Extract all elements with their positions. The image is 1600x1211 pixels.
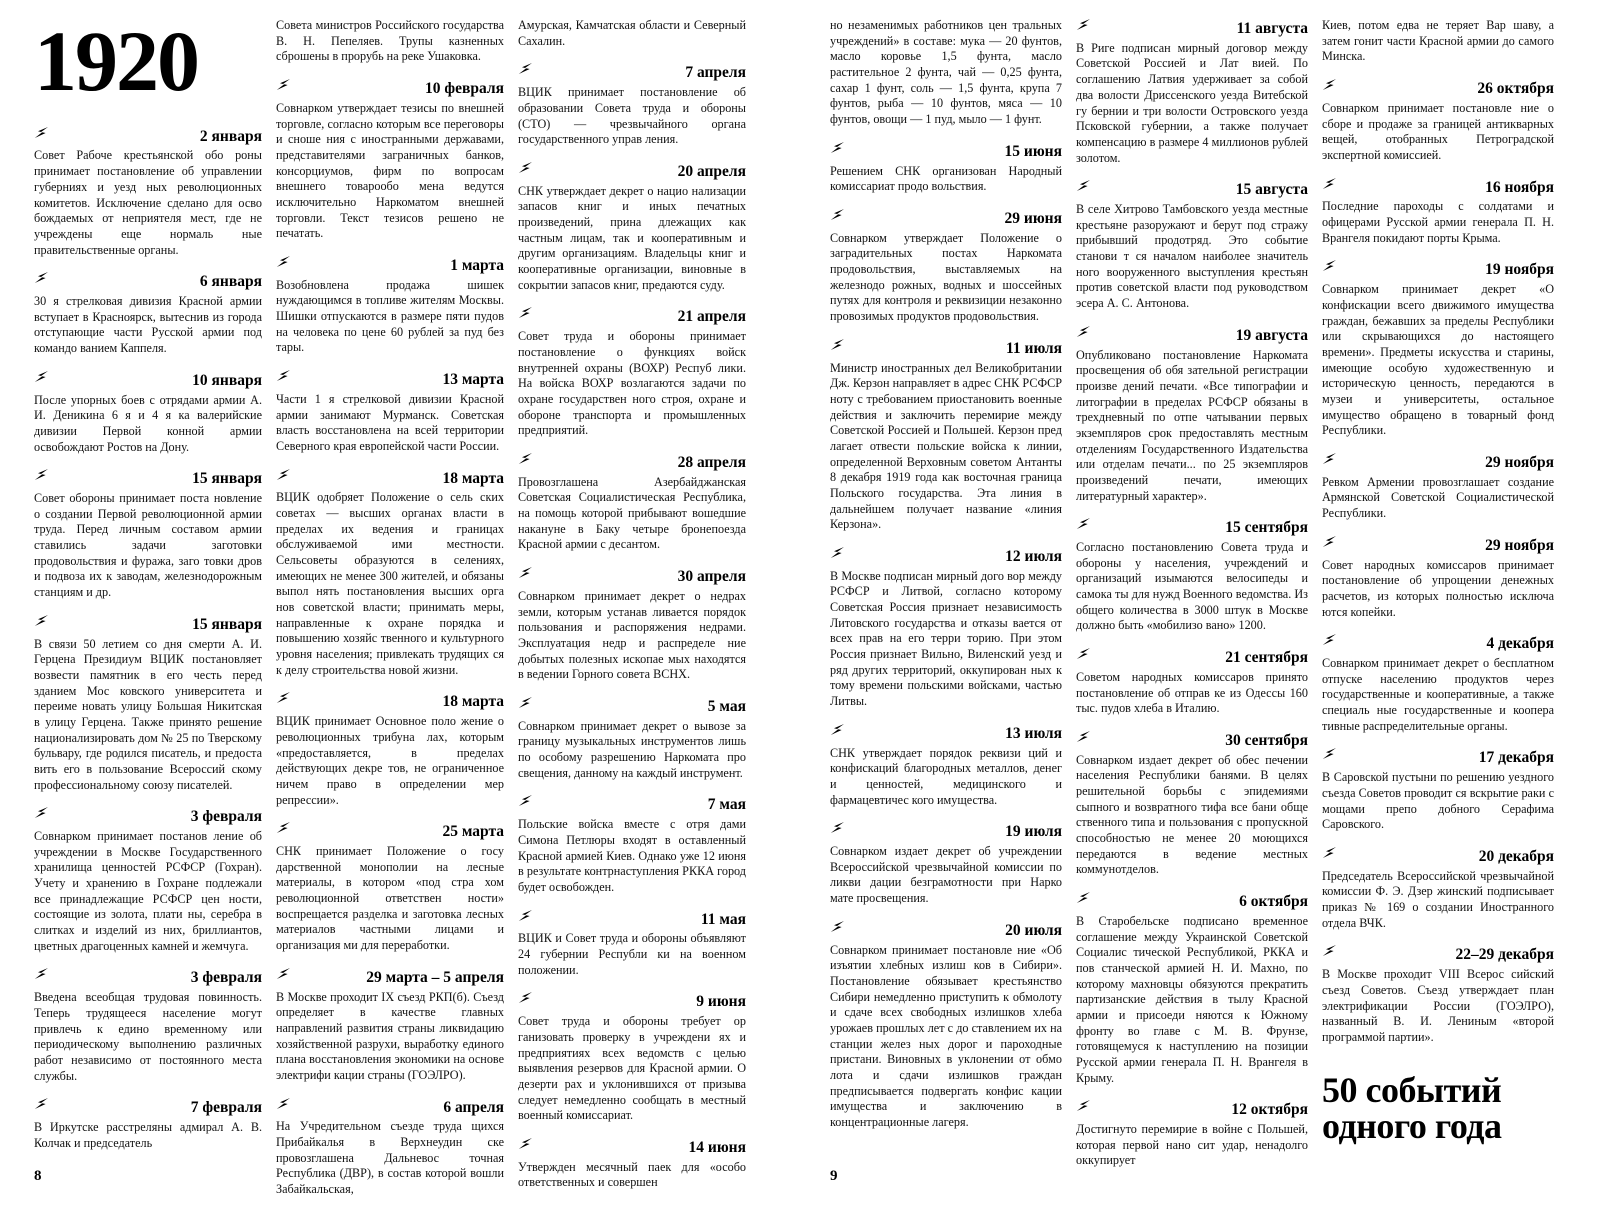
entry-date: 20 июля: [1005, 921, 1062, 939]
entry-date: 11 мая: [700, 910, 746, 928]
continuation-text-6: Киев, потом едва не теряет Вар шаву, а затем гонит части Красной армии до самого Минска.: [1322, 18, 1554, 64]
chronicle-entry: [518, 62, 746, 148]
entry-date: 15 января: [192, 470, 262, 488]
chronicle-entry: [34, 614, 262, 794]
chronicle-entry: [1076, 517, 1308, 634]
entry-date: 18 марта: [442, 693, 504, 711]
chronicle-entry: [1076, 891, 1308, 1086]
chronicle-entry: [1076, 1099, 1308, 1169]
chronicle-entry: [830, 141, 1062, 195]
chronicle-entry: [1076, 18, 1308, 166]
chronicle-entry: [34, 370, 262, 456]
chronicle-entry: [518, 452, 746, 553]
entry-date: 11 августа: [1236, 20, 1308, 37]
chronicle-entry: [830, 821, 1062, 907]
entry-text: Совнарком принимает постановле ние о сборе и продаже за границей антикварных вещей, отобранных Петроградской экспертной комиссией.: [1322, 100, 1554, 162]
entry-date: 15 июня: [1004, 142, 1062, 160]
entry-date: 15 сентября: [1225, 519, 1308, 537]
entry-date: 19 августа: [1235, 326, 1308, 344]
entry-list-3: [518, 62, 746, 1191]
entry-text: Совнарком принимает декрет «О конфискации всего движимого имущества граждан, бежавших за пределы Республики или скрывающихся до настоящего времени». Предметы искусства и старины, имеющие особую художественную и историческую ценность, передаются в музеи и университеты, остальное имущество обращено в товарный фонд Республики.: [1322, 282, 1554, 438]
column-2: [276, 18, 504, 1211]
chronicle-entry: [518, 909, 746, 979]
entry-date: 12 октября: [1231, 1101, 1308, 1119]
entry-date: 7 мая: [707, 796, 746, 814]
entry-text: В Москве проходит VIII Всерос сийский съезд Советов. Съезд утверждает план электрификации России (ГОЭЛРО), названный В. И. Лениным «второй программой партии».: [1322, 967, 1554, 1044]
page-number-left: 8: [34, 1168, 42, 1184]
entry-text: Провозглашена Азербайджанская Советская Социалистическая Республика, на помощь которой прибывают вошедшие накануне в Баку четыре бронепоезда Красной армии с десантом.: [518, 474, 746, 552]
entry-text: Советом народных комиссаров принято постановление об отправ ке из Одессы 160 тыс. пудов хлеба в Италию.: [1076, 669, 1308, 716]
chronicle-entry: [276, 369, 504, 455]
entry-text: Совнарком принимает постановле ние «Об изъятии хлебных излиш ков в Сибири». Постановление обязывает крестьянство Сибири немедленно приступить к обмолоту и сдаче всех свободных излишков хлеба урожаев прошлых лет с до ставлением их на станции желез ных дорог и пароходные пристани. Виновных в уклонении от обмо лота и сдачи излишков граждан предписывается подвергать конфис кации имущества и заключению в концентрационные лагеря.: [830, 942, 1062, 1129]
entry-date: 29 марта – 5 апреля: [366, 968, 504, 986]
column-4: [830, 18, 1062, 1144]
chronicle-entry: [518, 794, 746, 895]
chronicle-entry: [1322, 259, 1554, 439]
continuation-text-3: Амурская, Камчатская области и Северный Сахалин.: [518, 18, 746, 48]
chronicle-entry: [830, 546, 1062, 710]
entry-date: 6 октября: [1239, 893, 1308, 911]
chronicle-entry: [830, 338, 1062, 533]
chronicle-entry: [1322, 846, 1554, 932]
entry-date: 17 декабря: [1478, 749, 1554, 767]
page-title: 1920: [34, 13, 198, 109]
entry-date: 21 сентября: [1225, 649, 1308, 667]
entry-date: 15 января: [192, 615, 262, 633]
entry-text: Совнарком утверждает Положение о заградительных постах Наркомата продовольствия, выставляемых на железнодо рожных, водных и шоссейных путях для контроля и реквизиции незаконно провозимых продуктов продовольствия.: [830, 230, 1062, 324]
chronicle-entry: [518, 1137, 746, 1191]
page-number-right: 9: [830, 1168, 838, 1184]
chronicle-entry: [1322, 177, 1554, 247]
chronicle-entry: [830, 723, 1062, 809]
entry-text: Совет труда и обороны требует ор ганизовать проверку в учреждени ях и предприятиях всех ведомств с целью выявления резервов для Красной армии. О дезерти рах и уклонившихся от призыва следует немедленно сообщать в местный военный комиссариат.: [518, 1014, 746, 1123]
entry-text: Части 1 я стрелковой дивизии Красной армии занимают Мурманск. Советская власть восстановлена на всей территории Северного края европейской части России.: [276, 391, 504, 453]
entry-text: Последние пароходы с солдатами и офицерами Русской армии генерала П. Н. Врангеля покидают порты Крыма.: [1322, 199, 1554, 245]
entry-date: 26 октября: [1477, 80, 1554, 98]
chronicle-entry: [830, 208, 1062, 325]
entry-text: ВЦИК принимает Основное поло жение о революционных трибуна лах, которым «предоставляется, в пределах действующих декре тов, не ограниченное ничем право в определении мер репрессии».: [276, 714, 504, 807]
entry-date: 4 декабря: [1486, 635, 1554, 653]
entry-date: 1 марта: [450, 256, 504, 274]
entry-text: Решением СНК организован Народный комиссариат продо вольствия.: [830, 163, 1062, 194]
entry-text: Опубликовано постановление Наркомата просвещения об обя зательной регистрации произве дений печати. «Все типографии и литографии в пределах РСФСР обязаны в трехдневный по отпе чатывании первых экземпляров срок предоставлять местным отделениям Государственного Издательства или отделам печати... по 25 экземпляров произведений печати, имеющих литературный характер».: [1076, 347, 1308, 503]
closing-heading: 50 событий одного года: [1322, 1069, 1502, 1146]
entry-text: Председатель Всероссийской чрезвычайной комиссии Ф. Э. Дзер жинский подписывает приказ № 169 о создании Иностранного отдела ВЧК.: [1322, 868, 1554, 930]
chronicle-entry: [518, 991, 746, 1124]
entry-date: 13 июля: [1005, 724, 1062, 742]
column-3: [518, 18, 746, 1204]
entry-date: 5 мая: [707, 697, 746, 715]
chronicle-entry: [830, 920, 1062, 1131]
chronicle-entry: [276, 967, 504, 1084]
entry-date: 3 февраля: [190, 808, 262, 826]
entry-date: 29 июня: [1004, 209, 1062, 227]
entry-text: Возобновлена продажа шишек нуждающимся в топливе жителям Москвы. Шишки отпускаются в размере пяти пудов на человека по цене 60 рублей за пуд без тары.: [276, 277, 504, 355]
entry-text: Совнарком принимает декрет о недрах земли, которым устанав ливается порядок пользования и распоряжения недрами. Эксплуатация недр и распределе ние добытых полезных ископае мых находятся в ведении Горного совета ВСНХ.: [518, 588, 746, 682]
entry-list-2: [276, 78, 504, 1198]
entry-text: СНК утверждает декрет о нацио нализации запасов книг и иных печатных произведений, прина длежащих как частным лицам, так и кооперативным и другим организациям. Владельцы книг и кооперативные организации, виновные в сокрытии запасов книг, предаются суду.: [518, 183, 746, 292]
column-5: [1076, 18, 1308, 1182]
entry-text: Утвержден месячный паек для «особо ответственных и совершен: [518, 1159, 746, 1190]
entry-text: На Учредительном съезде труда щихся Прибайкалья в Верхнеудин ске провозглашена Дальневос точная Республика (ДВР), в состав которой вошли Забайкальская,: [276, 1119, 504, 1197]
entry-date: 15 августа: [1235, 181, 1308, 199]
chronicle-entry: [34, 468, 262, 601]
entry-text: Совнарком принимает декрет о вывозе за границу музыкальных инструментов лишь по особому разрешению Наркомата про свещения, данному на каждый инструмент.: [518, 718, 746, 780]
entry-date: 7 апреля: [685, 64, 746, 82]
chronicle-entry: [518, 306, 746, 439]
chronicle-entry: [34, 806, 262, 954]
entry-text: Согласно постановлению Совета труда и обороны у населения, учреждений и организаций изымаются велосипеды и самока ты для нужд Военного ведомства. Из общего количества в 3000 штук в Москве должно быть «мобилизо вано» 1200.: [1076, 540, 1308, 633]
entry-date: 20 апреля: [677, 162, 746, 180]
chronicle-entry: [276, 468, 504, 679]
entry-text: Совнарком издает декрет об обес печении населения Республики банями. В целях решительной борьбы с эпидемиями сыпного и возвратного тифа все бани обще ственного типа и пользования с пропускной способностью не менее 20 моющихся передаются в ведение местных коммунотделов.: [1076, 752, 1308, 877]
entry-text: ВЦИК одобряет Положение о сель ских советах — высших органах власти в пределах их ведения и границах обслуживаемой ими местности. Сельсоветы образуются в селениях, имеющих не менее 300 жителей, и обязаны выпол нять постановления высших орга нов советской власти; принимать меры, направленные к охране порядка и повышению хозяйс твенного и культурного уровня населения; привлекать трудящих ся к делу строительства новой жизни.: [276, 490, 504, 677]
chronicle-entry: [34, 126, 262, 259]
entry-text: Совет Рабоче крестьянской обо роны принимает постановление об управлении губерниях и уезд ных революционных комитетов. Исключение сделано для осво бождаемых от неприятеля мест, где не учреждены еще нормаль ные правительственные органы.: [34, 148, 262, 257]
chronicle-entry: [34, 967, 262, 1084]
continuation-text-4: но незаменимых работников цен тральных учреждений» в составе: мука — 20 фунтов, масло коровье 1,5 фунта, масло растительное 2 фунта, чай — 0,25 фунта, сахар 1 фунт, соль — 1,5 фунта, крупа 7 фунтов, рыба — 10 фунтов, мяса — 10 фунтов, овощи — 1 пуд, мыло — 1 фунт.: [830, 18, 1062, 127]
chronicle-entry: [34, 271, 262, 357]
chronicle-entry: [276, 821, 504, 954]
entry-date: 11 июля: [1006, 339, 1062, 357]
entry-text: Введена всеобщая трудовая повинность. Теперь трудящееся население могут привлечь к едино временному или периодическому выполнению различных работ независимо от постоянного места службы.: [34, 990, 262, 1083]
chronicle-entry: [518, 696, 746, 782]
entry-text: Совнарком издает декрет об учреждении Всероссийской чрезвычайной комиссии по ликви дации безграмотности при Нарко мате просвещения.: [830, 844, 1062, 906]
entry-list-5: [1076, 18, 1308, 1169]
entry-date: 13 марта: [442, 371, 504, 389]
entry-text: В Москве подписан мирный дого вор между РСФСР и Литвой, согласно которому Советская Россия признает независимость Литовского государства и отказы вается от всех прав на его терри торию. При этом Россия признает Вильно, Виленский уезд и ряд других территорий, оккупирован ных к тому времени польскими войсками, частью Литвы.: [830, 568, 1062, 709]
entry-text: В Москве проходит IX съезд РКП(б). Съезд определяет в качестве главных направлений развития страны ликвидацию хозяйственной разрухи, выработку единого плана восстановления экономики на основе электрифи кации страны (ГОЭЛРО).: [276, 989, 504, 1082]
entry-text: Совнарком принимает постанов ление об учреждении в Москве Государственного хранилища ценностей РСФСР (Гохран). Учету и хранению в Гохране подлежали все принадлежащие РСФСР цен ности, состоящие из золота, плати ны, серебра в слитках и изделий из них, бриллиантов, цветных драгоценных камней и жемчуга.: [34, 829, 262, 953]
chronicle-entry: [1322, 78, 1554, 164]
entry-text: Совнарком утверждает тезисы по внешней торговле, согласно которым все переговоры и сноше ния с иностранными державами, представителями заграничных банков, консорциумов, фирм по вопросам внешнего товарообо мена ведутся исключительно Наркоматом внешней торговли. Текст тезисов решено не печатать.: [276, 100, 504, 241]
chronicle-entry: [1076, 179, 1308, 312]
entry-date: 3 февраля: [190, 969, 262, 987]
entry-date: 30 сентября: [1225, 731, 1308, 749]
entry-text: Совет народных комиссаров принимает постановление об упрощении денежных расчетов, из которых полностью исключа ются копейки.: [1322, 557, 1554, 619]
entry-date: 25 марта: [442, 823, 504, 841]
chronicle-entry: [1322, 944, 1554, 1045]
chronicle-entry: [1322, 452, 1554, 522]
entry-date: 28 апреля: [677, 453, 746, 471]
chronicle-entry: [518, 566, 746, 683]
entry-text: Польские войска вместе с отря дами Симона Петлюры входят в оставленный Красной армией Киев. Однако уже 12 июня в результате контрнаступления РККА город будет освобожден.: [518, 817, 746, 894]
entry-list-1: [34, 126, 262, 1152]
entry-date: 30 апреля: [677, 568, 746, 586]
entry-text: СНК утверждает порядок реквизи ций и конфискаций благородных металлов, денег и ценностей, медицинского и фармацевтичес кого имущества.: [830, 745, 1062, 807]
columns-left: [34, 13, 810, 1211]
entry-text: Совет труда и обороны принимает постановление о функциях войск внутренней охраны (ВОХР) Респуб лики. На войска ВОХР возлагаются задачи по охране государствен ного строя, охране и обороне транспорта и промышленных предприятий.: [518, 329, 746, 438]
entry-text: СНК принимает Положение о госу дарственной монополии на лесные материалы, в котором «под стра хом революционной ответствен ности» воспрещается разделка и заготовка лесных материалов частными лицами и организация ми для переработки.: [276, 844, 504, 953]
column-1: [34, 13, 262, 1164]
chronicle-entry: [1076, 647, 1308, 717]
chronicle-entry: [276, 78, 504, 242]
chronicle-entry: [1322, 633, 1554, 734]
entry-date: 21 апреля: [677, 308, 746, 326]
chronicle-entry: [1322, 535, 1554, 621]
entry-date: 18 марта: [442, 469, 504, 487]
entry-date: 19 июля: [1005, 823, 1062, 841]
page-right: [820, 0, 1600, 1199]
entry-date: 10 февраля: [425, 80, 504, 98]
entry-text: Совет обороны принимает поста новление о создании Первой революционной армии труда. Перед личным составом армии ставились задачи заготовки продовольствия и фуража, заго товки дров и подвоза их к заводам, железнодорожным станциям и др.: [34, 491, 262, 600]
continuation-text-2: Совета министров Российского государства В. Н. Пепеляев. Трупы казненных сброшены в прорубь на реке Ушаковка.: [276, 18, 504, 64]
chronicle-entry: [34, 1097, 262, 1151]
entry-list-4: [830, 141, 1062, 1131]
entry-text: 30 я стрелковая дивизия Красной армии вступает в Красноярск, вытеснив из города отступающие части Русской армии под командо ванием Каппеля.: [34, 294, 262, 356]
column-6: [1322, 18, 1554, 1144]
columns-right: [830, 18, 1572, 1182]
entry-date: 16 ноября: [1485, 178, 1554, 196]
chronicle-entry: [518, 161, 746, 294]
entry-text: ВЦИК принимает постановление об образовании Совета труда и обороны (СТО) — чрезвычайного органа государственного управ ления.: [518, 85, 746, 147]
entry-date: 14 июня: [688, 1138, 746, 1156]
entry-text: В Риге подписан мирный договор между Советской Россией и Лат вией. По соглашению Латвия удерживает за собой два волости Дриссенского уезда Витебской гу бернии и три волости Островского уезда Псковской губернии, а также получает компенсацию в размере 4 миллионов рублей золотом.: [1076, 40, 1308, 165]
entry-date: 29 ноября: [1485, 536, 1554, 554]
entry-date: 29 ноября: [1485, 453, 1554, 471]
entry-date: 6 апреля: [443, 1098, 504, 1116]
entry-text: В Саровской пустыни по решению уездного съезда Советов проводит ся вскрытие раки с мощами препо добного Серафима Саровского.: [1322, 770, 1554, 832]
chronicle-entry: [1076, 325, 1308, 505]
entry-date: 2 января: [199, 127, 262, 145]
chronicle-entry: [1076, 730, 1308, 878]
entry-text: Совнарком принимает декрет о бесплатном отпуске населению продуктов через государственные и кооперативные, а также специаль ные государственные и коопера тивные распределительные органы.: [1322, 656, 1554, 733]
chronicle-entry: [276, 1097, 504, 1198]
entry-text: Ревком Армении провозглашает создание Армянской Советской Социалистической Республики.: [1322, 474, 1554, 521]
chronicle-entry: [1322, 747, 1554, 833]
entry-text: В селе Хитрово Тамбовского уезда местные крестьяне разоружают и берут под стражу прибывший продотряд. Это событие станови т ся началом наиболее значитель ного вооруженного выступления крестьян против советской власти под руководством эсера А. С. Антонова.: [1076, 202, 1308, 311]
entry-text: В Иркутске расстреляны адмирал А. В. Колчак и председатель: [34, 1120, 262, 1150]
entry-date: 7 февраля: [190, 1099, 262, 1117]
entry-list-6: [1322, 78, 1554, 1046]
entry-date: 10 января: [192, 371, 262, 389]
entry-text: Достигнуто перемирие в войне с Польшей, которая первой нано сит удар, ненадолго оккупирует: [1076, 1122, 1308, 1168]
chronicle-entry: [276, 691, 504, 808]
entry-text: ВЦИК и Совет труда и обороны объявляют 24 губернии Республи ки на военном положении.: [518, 931, 746, 977]
entry-date: 12 июля: [1005, 547, 1062, 565]
entry-date: 19 ноября: [1485, 261, 1554, 279]
entry-text: В Старобельске подписано временное соглашение между Украинской Советской Социалис тической Республикой, РККА и пов станческой армией Н. И. Махно, по которому махновцы обязуются прекратить партизанские действия в тылу Красной армии и присоеди няются к Южному фронту во главе с М. В. Фрунзе, готовящемуся к наступлению на позиции Русской армии генерала П. Н. Врангеля в Крыму.: [1076, 913, 1308, 1085]
entry-date: 6 января: [199, 273, 262, 291]
entry-text: После упорных боев с отрядами армии А. И. Деникина 6 я и 4 я ка валерийские дивизии Первой конной армии освобождают Ростов на Дону.: [34, 392, 262, 454]
entry-text: Министр иностранных дел Великобритании Дж. Керзон направляет в адрес СНК РСФСР ноту с требованием приостановить военные действия и заключить перемирие между Советской Россией и Польшей. Керзон пред лагает отвести польские войска к линии, определенной Верховным советом Антанты 8 декабря 1919 года как восточная граница Польского государства. Эта линия в дальнейшем получает название «линия Керзона».: [830, 360, 1062, 532]
entry-text: В связи 50 летием со дня смерти А. И. Герцена Президиум ВЦИК постановляет возвести памятник в его честь перед зданием Мос ковского университета и переиме новать улицу Большая Никитская в улицу Герцена. Также принято решение национализировать дом № 25 по Тверскому бульвару, где родился писатель, и предоста вить его в пользование Всероссий скому профессиональному союзу писателей.: [34, 636, 262, 792]
entry-date: 20 декабря: [1478, 847, 1554, 865]
chronicle-entry: [276, 255, 504, 356]
entry-date: 9 июня: [696, 993, 746, 1011]
entry-date: 22–29 декабря: [1455, 946, 1554, 964]
